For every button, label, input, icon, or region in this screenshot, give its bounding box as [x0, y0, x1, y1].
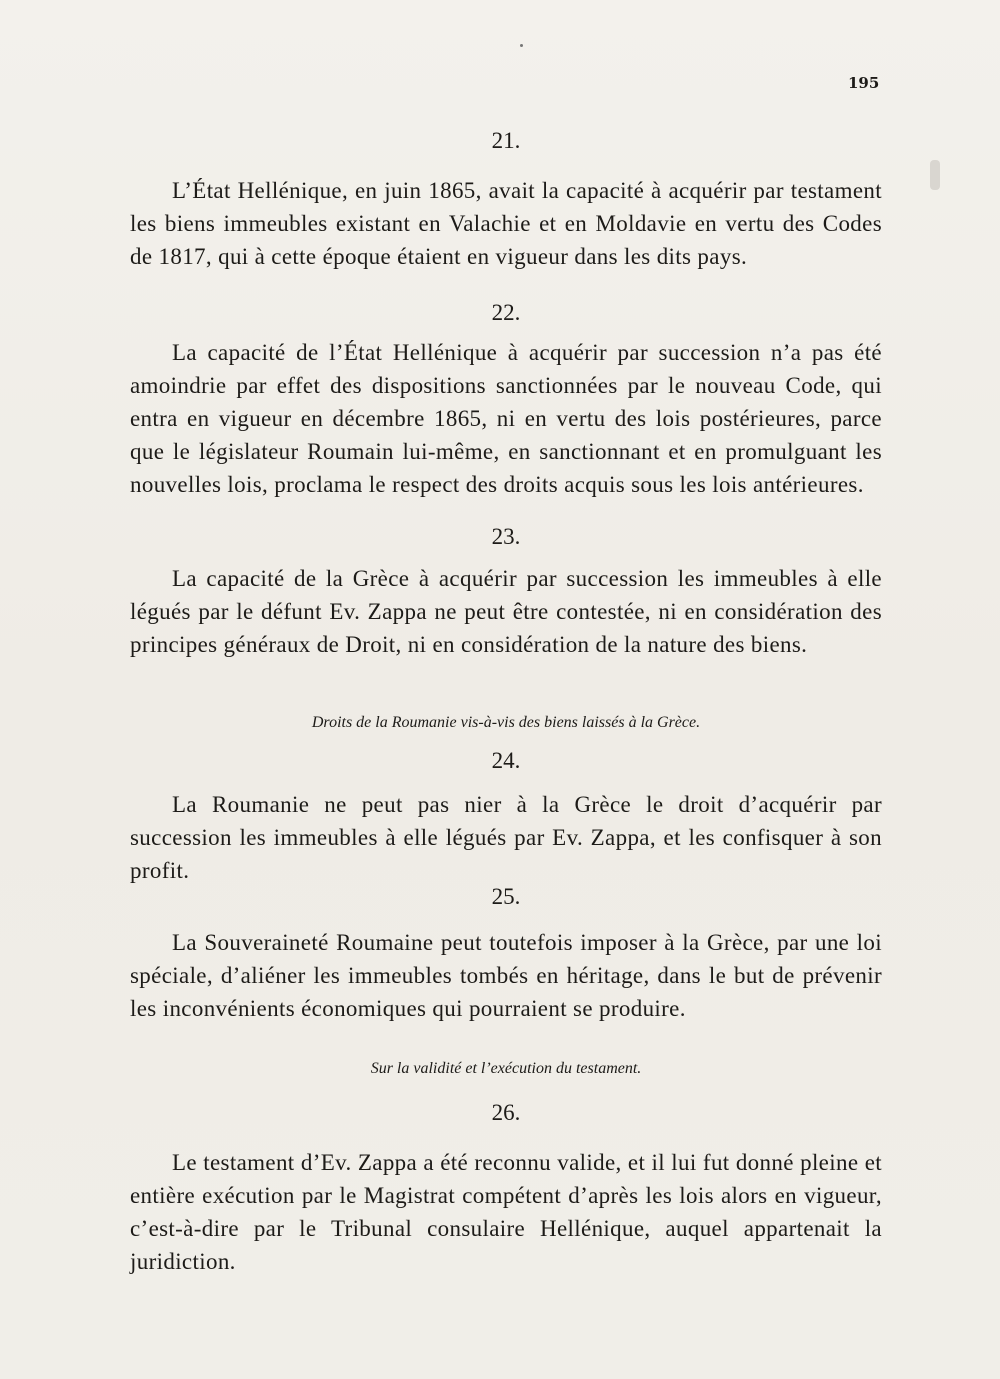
heading-validite-testament: Sur la validité et l’exécution du testament.	[370, 1060, 642, 1077]
page-speck	[520, 44, 523, 47]
section-text-25: La Souveraineté Roumaine peut toutefois imposer à la Grèce, par une loi spéciale, d’aliéner les immeubles tombés en héritage, dans le but de prévenir les inconvénients économiques qui pourraient se produire.	[130, 930, 882, 1021]
section-text-24: La Roumanie ne peut pas nier à la Grèce le droit d’acquérir par succession les immeubles à elle légués par Ev. Zappa, et les confisquer à son profit.	[130, 792, 882, 883]
section-text-23: La capacité de la Grèce à acquérir par succession les immeubles à elle légués par le défunt Ev. Zappa ne peut être contestée, ni en considération des principes généraux de Droit, ni en considération de la nature des biens.	[130, 566, 882, 657]
section-number-21: 21.	[491, 128, 521, 153]
section-number-25: 25.	[491, 884, 521, 909]
section-number-24: 24.	[491, 748, 521, 773]
section-text-22: La capacité de l’État Hellénique à acquérir par succession n’a pas été amoindrie par effet des dispositions sanctionnées par le nouveau Code, qui entra en vigueur en décembre 1865, ni en vertu des lois postérieures, parce que le législateur Roumain lui-même, en sanctionnant et en promulguant les nouvelles lois, proclama le respect des droits acquis sous les lois antérieures.	[130, 340, 882, 497]
section-number-26: 26.	[491, 1100, 521, 1125]
section-number-23: 23.	[491, 524, 521, 549]
section-text-26: Le testament d’Ev. Zappa a été reconnu valide, et il lui fut donné pleine et entière exécution par le Magistrat compétent d’après les lois alors en vigueur, c’est-à-dire par le Tribunal consulaire Hellénique, auquel appartenait la juridiction.	[130, 1150, 882, 1274]
heading-droits-roumanie: Droits de la Roumanie vis-à-vis des biens laissés à la Grèce.	[311, 714, 701, 731]
section-number-22: 22.	[491, 300, 521, 325]
page-number: 195	[848, 74, 880, 92]
margin-mark	[930, 160, 940, 190]
section-text-21: L’État Hellénique, en juin 1865, avait la capacité à acquérir par testament les biens immeubles existant en Valachie et en Moldavie en vertu des Codes de 1817, qui à cette époque étaient en vigueur dans les dits pays.	[130, 178, 882, 269]
